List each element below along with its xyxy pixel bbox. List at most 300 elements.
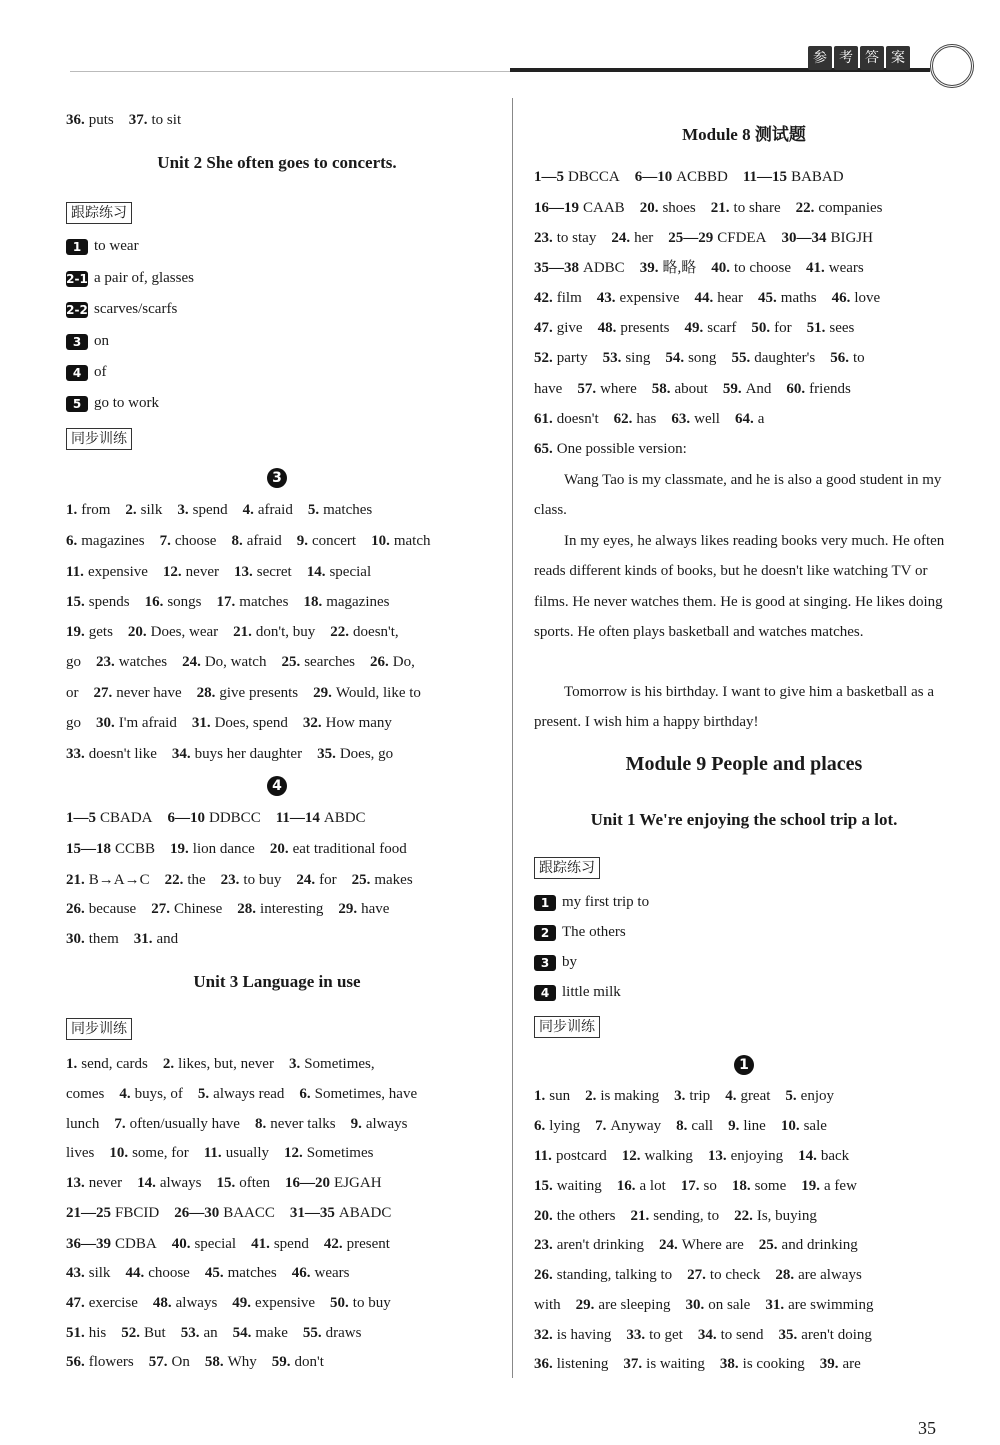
question-number: 48. (152, 1295, 172, 1311)
answer-text: concert (311, 533, 357, 549)
question-number: 44. (694, 290, 714, 306)
question-number: 58. (204, 1354, 224, 1370)
answer-item (181, 1323, 218, 1343)
answer-text: are sleeping (598, 1297, 671, 1313)
answer-item (292, 1263, 350, 1283)
answer-text: don't, buy (255, 624, 316, 640)
answer-text: Do, (392, 654, 415, 670)
answer-text: hear (717, 290, 744, 306)
answer-item (698, 1325, 764, 1345)
answer-item (149, 1352, 190, 1372)
question-number: 62. (613, 411, 633, 427)
answer-item (534, 1146, 607, 1166)
question-number: 6. (534, 1118, 546, 1134)
question-number: 40. (711, 260, 730, 276)
answer-text: them (88, 931, 119, 947)
answer-text: Does, go (339, 746, 394, 762)
answer-item (759, 1235, 858, 1255)
answer-item (66, 899, 136, 919)
question-number: 35—38 (534, 260, 579, 276)
track-item (66, 236, 488, 256)
question-number: 4. (242, 502, 254, 518)
question-number: 21. (233, 624, 252, 640)
answer-text: lying (549, 1118, 581, 1134)
answer-text: to send (720, 1327, 764, 1343)
answer-item (330, 1293, 391, 1313)
answer-text: special (329, 564, 372, 580)
answer-line (534, 1176, 954, 1196)
answer-text: sending, to (653, 1208, 720, 1224)
answer-item (94, 683, 182, 703)
question-number: 19. (801, 1178, 821, 1194)
answer-text: are swimming (788, 1297, 874, 1313)
answer-item (330, 622, 398, 642)
answer-item (121, 1323, 165, 1343)
answer-item (66, 622, 113, 642)
question-number: 46. (291, 1265, 311, 1281)
question-number: 16. (616, 1178, 636, 1194)
answer-item (307, 562, 371, 582)
answer-item (303, 713, 392, 733)
answer-item (232, 1293, 315, 1313)
answer-item (317, 744, 393, 764)
answer-text: B→A→C (88, 872, 150, 888)
question-number: 14. (137, 1175, 156, 1191)
answer-item (308, 500, 372, 520)
answer-text: interesting (260, 901, 324, 917)
question-number: 53. (602, 350, 622, 366)
answer-item (66, 1234, 157, 1254)
brand-char: 参 (808, 46, 832, 70)
answer-text: a lot (639, 1178, 666, 1194)
answer-text: comes (66, 1086, 105, 1102)
answer-item (785, 1086, 834, 1106)
answer-text: standing, talking to (556, 1267, 673, 1283)
question-number: 35. (317, 746, 336, 762)
answer-item (694, 288, 743, 308)
answer-text: But (144, 1325, 166, 1341)
answer-item (153, 1293, 217, 1313)
track-item (534, 922, 954, 942)
answer-line (66, 1084, 488, 1104)
answer-item (665, 348, 716, 368)
track-item-text: go to work (94, 395, 159, 411)
answer-item (595, 1116, 661, 1136)
sync-training-label: 同步训练 (66, 428, 132, 450)
answer-text: her (634, 230, 654, 246)
answer-text: afraid (246, 533, 282, 549)
question-number: 27. (93, 685, 113, 701)
answer-text: go (66, 654, 81, 670)
question-number: 51. (806, 320, 826, 336)
question-number: 52. (121, 1325, 141, 1341)
answer-text: trip (689, 1088, 711, 1104)
answer-text: friends (809, 381, 851, 397)
answer-item (708, 1146, 783, 1166)
answer-item (635, 167, 728, 187)
question-number: 27. (151, 901, 170, 917)
answer-text: How many (325, 715, 392, 731)
answer-item (204, 1143, 269, 1163)
answer-text: to stay (556, 230, 597, 246)
answer-line (66, 1323, 488, 1343)
module9-title: Module 9 People and places (625, 753, 863, 775)
answer-line (66, 1173, 488, 1193)
answer-text: send, cards (81, 1056, 148, 1072)
answer-text: I'm afraid (118, 715, 177, 731)
answer-text: love (854, 290, 881, 306)
answer-text: silk (88, 1265, 111, 1281)
answer-item (284, 1143, 373, 1163)
answer-text: where (600, 381, 637, 397)
answer-text: often/usually have (129, 1116, 240, 1132)
answer-text: puts (88, 112, 114, 128)
answer-item (66, 1352, 134, 1372)
answer-line (534, 379, 954, 399)
question-number: 24. (611, 230, 631, 246)
question-number: 16—20 (285, 1175, 331, 1191)
answer-text: waiting (556, 1178, 602, 1194)
answer-line (534, 348, 954, 368)
answer-item (371, 531, 430, 551)
question-number: 54. (665, 350, 685, 366)
answer-line (534, 1295, 954, 1315)
answer-text: a few (824, 1178, 857, 1194)
question-number: 8. (254, 1116, 267, 1132)
question-number: 48. (597, 320, 617, 336)
answer-item (66, 531, 145, 551)
answer-text: expensive (87, 564, 148, 580)
question-number: 15—18 (66, 841, 111, 857)
answer-line (66, 1114, 488, 1134)
answer-line (66, 1143, 488, 1163)
question-number: 30. (96, 715, 115, 731)
brand-logo (808, 46, 910, 72)
essay-paragraph: In my eyes, he always likes reading books very much. He often reads different kinds of books, but he doesn't like watching TV or films. He never watches them. He is good at singing. He likes doing sports. He often plays basketball and watches matches. (534, 533, 945, 640)
answer-text: always (159, 1175, 202, 1191)
answer-item (151, 899, 222, 919)
answer-item (221, 870, 282, 890)
answer-item (614, 409, 657, 429)
question-number: 22. (330, 624, 350, 640)
answer-item (534, 258, 625, 278)
answer-text: some, for (132, 1145, 189, 1161)
answer-item (671, 409, 720, 429)
answer-item (66, 1054, 148, 1074)
answer-item (285, 1173, 382, 1193)
question-number: 13. (707, 1148, 727, 1164)
answer-item (66, 929, 119, 949)
question-number: 29. (338, 901, 358, 917)
answer-text: great (740, 1088, 771, 1104)
answer-text: have (534, 381, 563, 397)
question-number: 56. (66, 1354, 85, 1370)
answer-text: searches (304, 654, 356, 670)
answer-text: sing (625, 350, 651, 366)
answer-item (303, 592, 389, 612)
answer-item (534, 1265, 672, 1285)
question-number: 36. (534, 1356, 553, 1372)
answer-item (534, 1176, 602, 1196)
question-number: 45. (758, 290, 777, 306)
answer-item (197, 683, 298, 703)
question-number: 21—25 (66, 1205, 111, 1221)
answer-item (145, 592, 202, 612)
answer-line (534, 198, 954, 218)
question-number: 45. (204, 1265, 224, 1281)
answer-item (66, 1203, 159, 1223)
answer-line (66, 1234, 488, 1254)
track-item (66, 299, 488, 319)
answer-item (534, 198, 625, 218)
answer-text: is cooking (742, 1356, 805, 1372)
answer-text: ABDC (323, 810, 366, 826)
sync-training-label: 同步训练 (534, 1016, 600, 1038)
answer-text: go (66, 715, 81, 731)
answer-text: daughter's (754, 350, 816, 366)
answer-text: to sit (151, 112, 182, 128)
answer-item (534, 1086, 570, 1106)
answer-item (370, 652, 415, 672)
answer-item (276, 808, 366, 828)
answer-item (233, 622, 315, 642)
answer-item (66, 592, 130, 612)
answer-item (313, 683, 421, 703)
answer-text: companies (818, 200, 883, 216)
answer-text: shoes (662, 200, 696, 216)
question-number: 57. (577, 381, 597, 397)
answer-text: listening (556, 1356, 609, 1372)
answer-item (66, 652, 81, 672)
answer-text: eat traditional food (292, 841, 407, 857)
item-number-badge: 4 (534, 985, 556, 1001)
answer-item (66, 1084, 104, 1104)
answer-item (534, 228, 596, 248)
answer-text: exercise (88, 1295, 138, 1311)
answer-text: lunch (66, 1116, 100, 1132)
answer-line (534, 1354, 954, 1374)
answer-text: watches (118, 654, 168, 670)
track-item-text: by (562, 954, 577, 970)
answer-text: CDBA (115, 1236, 157, 1252)
answer-text: and drinking (781, 1237, 858, 1253)
answer-item (134, 929, 178, 949)
question-number: 59. (722, 381, 742, 397)
answer-text: present (346, 1236, 390, 1252)
answer-text: walking (644, 1148, 693, 1164)
answer-text: are (842, 1356, 861, 1372)
answer-line (534, 1206, 954, 1226)
answer-item (352, 870, 413, 890)
answer-item (172, 744, 302, 764)
question-number: 23. (220, 872, 240, 888)
question-number: 41. (806, 260, 825, 276)
answer-line (66, 592, 488, 612)
answer-text: sun (549, 1088, 571, 1104)
answer-text: choose (174, 533, 217, 549)
answer-item (198, 1084, 284, 1104)
question-number: 58. (651, 381, 671, 397)
question-number: 26. (66, 901, 85, 917)
answer-item (534, 379, 562, 399)
answer-item (534, 288, 582, 308)
answer-text: with (534, 1297, 561, 1313)
track-item-text: little milk (562, 984, 621, 1000)
track-item-text: a pair of, glasses (94, 270, 194, 286)
answer-text: on sale (708, 1297, 751, 1313)
answer-line (534, 439, 954, 459)
answer-item (66, 839, 155, 859)
question-number: 1. (534, 1088, 546, 1104)
answer-item (684, 318, 736, 338)
answer-text: aren't drinking (556, 1237, 645, 1253)
answer-text: spend (192, 502, 228, 518)
answer-item (611, 228, 653, 248)
answer-text: DDBCC (209, 810, 261, 826)
essay-paragraph: Tomorrow is his birthday. I want to give him a basketball as a present. I wish him a happy birthday! (534, 684, 934, 731)
answer-line (66, 713, 488, 733)
question-number: 25. (758, 1237, 778, 1253)
question-number: 1—5 (66, 810, 96, 826)
question-number: 21. (66, 872, 85, 888)
answer-text: matches (239, 594, 289, 610)
question-number: 25. (351, 872, 371, 888)
answer-item (751, 318, 791, 338)
answer-item (743, 167, 844, 187)
item-number-badge: 2-1 (66, 271, 88, 286)
question-number: 20. (639, 200, 659, 216)
answer-item (652, 379, 708, 399)
answer-line (66, 1293, 488, 1313)
answer-item (668, 228, 766, 248)
answer-item (233, 1323, 288, 1343)
answer-item (96, 652, 167, 672)
answer-text: Why (227, 1354, 257, 1370)
answer-item (231, 531, 281, 551)
answer-text: scarf (707, 320, 737, 336)
answer-item (534, 1206, 615, 1226)
answer-line (66, 899, 488, 919)
question-number: 9. (728, 1118, 740, 1134)
answer-text: Chinese (173, 901, 223, 917)
answer-text: Sometimes, (304, 1056, 375, 1072)
question-number: 6—10 (634, 169, 673, 185)
answer-item (676, 1116, 713, 1136)
unit2-title: Unit 2 She often goes to concerts. (157, 153, 397, 172)
answer-text: DBCCA (568, 169, 620, 185)
question-number: 20. (534, 1208, 553, 1224)
answer-text: because (88, 901, 137, 917)
answer-item (128, 622, 218, 642)
answer-text: to share (733, 200, 781, 216)
answer-line (66, 1054, 488, 1074)
answer-item (832, 288, 881, 308)
answer-item (66, 870, 150, 890)
question-number: 34. (171, 746, 191, 762)
unit3-title: Unit 3 Language in use (193, 972, 361, 991)
question-number: 11—15 (742, 169, 788, 185)
question-number: 4. (725, 1088, 737, 1104)
answer-text: secret (256, 564, 292, 580)
brand-char: 考 (834, 46, 858, 70)
answer-text: ADBC (583, 260, 625, 276)
answer-item (243, 500, 293, 520)
question-number: 28. (196, 685, 216, 701)
question-number: 10. (109, 1145, 129, 1161)
answer-item (786, 379, 850, 399)
answer-line (66, 1352, 488, 1372)
item-number-badge: 2-2 (66, 302, 88, 317)
answer-text: afraid (257, 502, 293, 518)
answer-line (534, 1235, 954, 1255)
question-number: 30. (685, 1297, 705, 1313)
answer-item (775, 1265, 861, 1285)
question-number: 17. (680, 1178, 700, 1194)
answer-text: CFDEA (717, 230, 767, 246)
question-number: 26. (370, 654, 389, 670)
question-number: 4. (119, 1086, 131, 1102)
question-number: 8. (231, 533, 243, 549)
question-number: 12. (284, 1145, 303, 1161)
question-number: 60. (786, 381, 806, 397)
answer-item (781, 1116, 827, 1136)
answer-item (830, 348, 864, 368)
question-number: 22. (734, 1208, 753, 1224)
question-number: 35. (778, 1327, 798, 1343)
answer-line (66, 808, 488, 828)
answer-item (626, 1325, 683, 1345)
answer-item (66, 713, 81, 733)
question-number: 46. (831, 290, 851, 306)
question-number: 37. (623, 1356, 643, 1372)
answer-item (66, 110, 114, 130)
answer-item (270, 839, 407, 859)
answer-text: to buy (243, 872, 282, 888)
question-number: 30—34 (781, 230, 827, 246)
question-number: 29. (313, 685, 332, 701)
answer-item (617, 1176, 666, 1196)
answer-text: doesn't like (88, 746, 157, 762)
answer-text: never talks (270, 1116, 336, 1132)
answer-text: ABADC (338, 1205, 392, 1221)
answer-text: CBADA (100, 810, 153, 826)
answer-item (630, 1206, 719, 1226)
question-number: 32. (302, 715, 322, 731)
answer-text: flowers (88, 1354, 134, 1370)
answer-item (534, 409, 599, 429)
question-number: 15. (216, 1175, 236, 1191)
answer-item (685, 1295, 750, 1315)
answer-line (66, 500, 488, 520)
question-number: 5. (307, 502, 320, 518)
answer-text: have (361, 901, 390, 917)
question-number: 54. (232, 1325, 252, 1341)
question-number: 15. (534, 1178, 553, 1194)
question-number: 28. (775, 1267, 795, 1283)
question-number: 11—14 (275, 810, 320, 826)
answer-item (174, 1203, 275, 1223)
answer-text: to buy (352, 1295, 391, 1311)
answer-text: never have (116, 685, 182, 701)
question-number: 43. (66, 1265, 85, 1281)
answer-text: And (745, 381, 772, 397)
answer-item (255, 1114, 336, 1134)
answer-item (659, 1235, 744, 1255)
brand-char: 案 (886, 46, 910, 70)
answer-item (66, 1293, 138, 1313)
answer-text: buys, of (134, 1086, 183, 1102)
answer-text: has (636, 411, 657, 427)
